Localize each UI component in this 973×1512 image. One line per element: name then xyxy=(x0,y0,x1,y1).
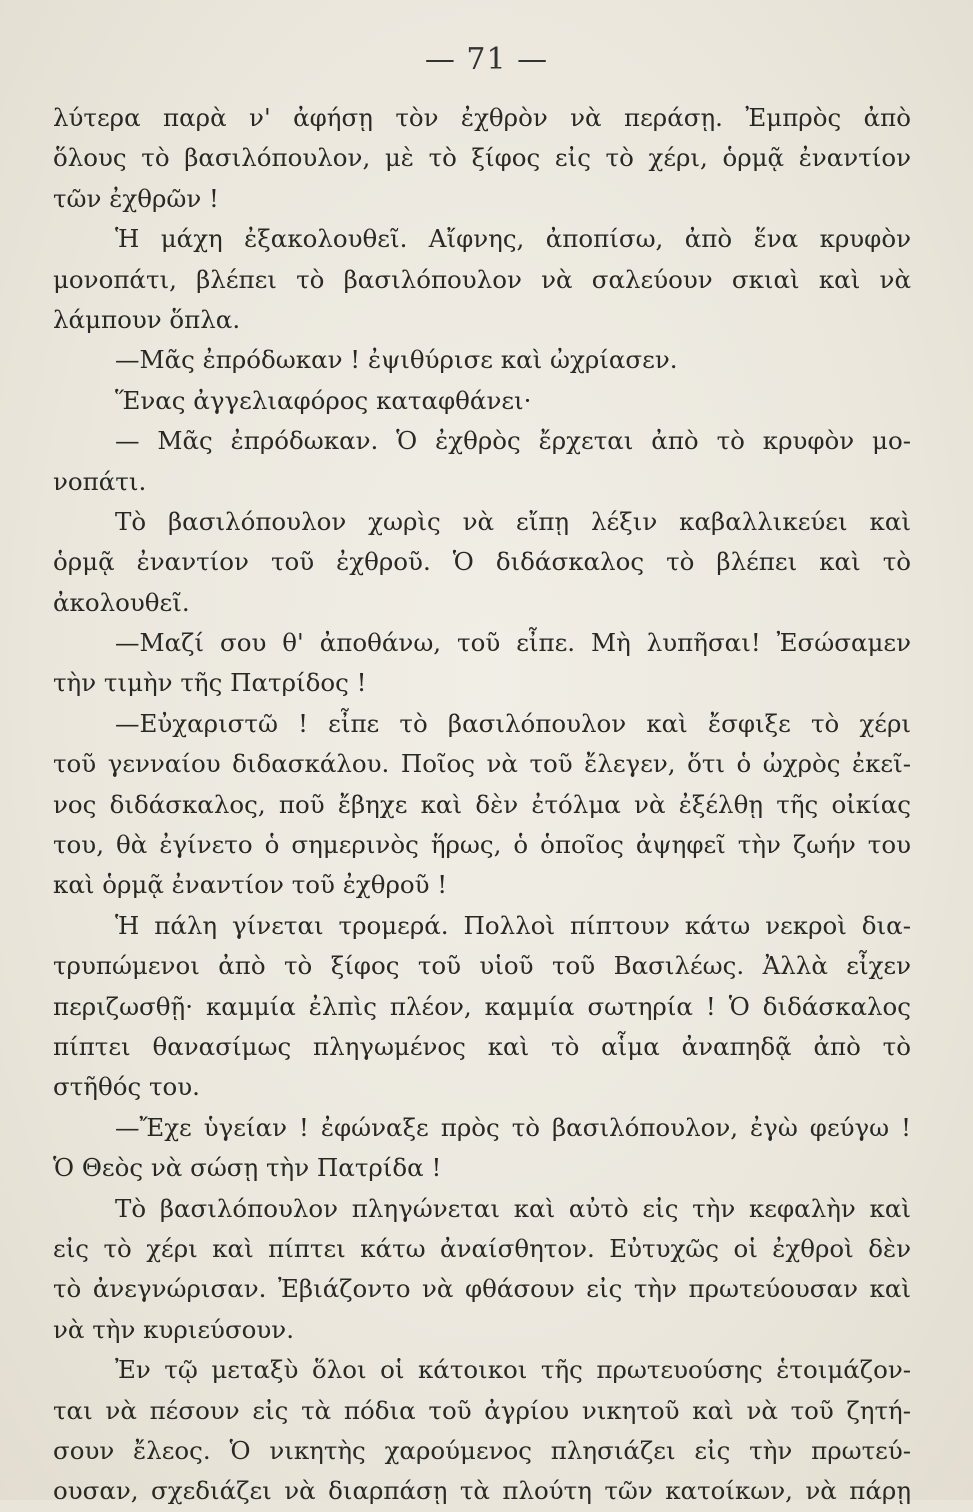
text-line: Ἕνας ἀγγελιαφόρος καταφθάνει· xyxy=(115,385,532,415)
text-line: πίπτει θανασίμως πληγωμένος καὶ τὸ αἷμα ἀναπηδᾷ ἀπὸ τὸ xyxy=(53,1031,911,1061)
text-line: νος διδάσκαλος, ποῦ ἔβηχε καὶ δὲν ἐτόλμα νὰ ἐξέλθῃ τῆς οἰκίας xyxy=(53,789,911,819)
text-line: στῆθός του. xyxy=(53,1072,200,1102)
text-line: ουσαν, σχεδιάζει νὰ διαρπάσῃ τὰ πλούτη τῶν κατοίκων, νὰ πάρῃ xyxy=(53,1476,911,1506)
text-line: καὶ ὁρμᾷ ἐναντίον τοῦ ἐχθροῦ ! xyxy=(53,870,448,900)
text-line: τοῦ γενναίου διδασκάλου. Ποῖος νὰ τοῦ ἔλεγεν, ὅτι ὁ ὠχρὸς ἐκεῖ- xyxy=(53,749,911,779)
text-line: —Εὐχαριστῶ ! εἶπε τὸ βασιλόπουλον καὶ ἔσφιξε τὸ χέρι xyxy=(115,708,911,738)
text-line: Τὸ βασιλόπουλον χωρὶς νὰ εἴπῃ λέξιν καβαλλικεύει καὶ xyxy=(115,506,911,536)
text-line: περιζωσθῇ· καμμία ἐλπὶς πλέον, καμμία σωτηρία ! Ὁ διδάσκαλος xyxy=(53,991,911,1021)
text-line: ται νὰ πέσουν εἰς τὰ πόδια τοῦ ἀγρίου νικητοῦ καὶ νὰ τοῦ ζητή- xyxy=(53,1395,911,1425)
text-line: —Μαζί σου θ' ἀποθάνω, τοῦ εἶπε. Μὴ λυπῆσαι! Ἐσώσαμεν xyxy=(115,628,911,658)
text-line: —Μᾶς ἐπρόδωκαν ! ἐψιθύρισε καὶ ὠχρίασεν. xyxy=(115,345,678,375)
text-line: τὸ ἀνεγνώρισαν. Ἐβιάζοντο νὰ φθάσουν εἰς τὴν πρωτεύουσαν καὶ xyxy=(53,1274,911,1304)
text-line: ὁρμᾷ ἐναντίον τοῦ ἐχθροῦ. Ὁ διδάσκαλος τὸ βλέπει καὶ τὸ xyxy=(53,547,911,577)
text-line: εἰς τὸ χέρι καὶ πίπτει κάτω ἀναίσθητον. Εὐτυχῶς οἱ ἐχθροὶ δὲν xyxy=(53,1233,911,1263)
text-line: νὰ τὴν κυριεύσουν. xyxy=(53,1314,294,1344)
text-line: ὅλους τὸ βασιλόπουλον, μὲ τὸ ξίφος εἰς τὸ χέρι, ὁρμᾷ ἐναντίον xyxy=(53,143,911,173)
text-line: τῶν ἐχθρῶν ! xyxy=(53,183,219,213)
page-body-text xyxy=(53,98,911,1512)
text-line: σουν ἔλεος. Ὁ νικητὴς χαρούμενος πλησιάζει εἰς τὴν πρωτεύ- xyxy=(53,1435,911,1465)
text-line: του, θὰ ἐγίνετο ὁ σημερινὸς ἥρως, ὁ ὁποῖος ἀψηφεῖ τὴν ζωήν του xyxy=(53,830,911,860)
text-line: λύτερα παρὰ ν' ἀφήσῃ τὸν ἐχθρὸν νὰ περάσῃ. Ἐμπρὸς ἀπὸ xyxy=(53,103,911,132)
text-line: — Μᾶς ἐπρόδωκαν. Ὁ ἐχθρὸς ἔρχεται ἀπὸ τὸ κρυφὸν μο- xyxy=(115,426,911,456)
text-line: Τὸ βασιλόπουλον πληγώνεται καὶ αὐτὸ εἰς τὴν κεφαλὴν καὶ xyxy=(115,1193,911,1223)
text-line: λάμπουν ὅπλα. xyxy=(53,304,241,334)
text-line: Ἡ μάχη ἐξακολουθεῖ. Αἴφνης, ἀποπίσω, ἀπὸ ἕνα κρυφὸν xyxy=(115,224,911,254)
text-line: τρυπώμενοι ἀπὸ τὸ ξίφος τοῦ υἱοῦ τοῦ Βασιλέως. Ἀλλὰ εἶχεν xyxy=(53,951,911,981)
text-line: ἀκολουθεῖ. xyxy=(53,587,190,617)
text-line: —Ἔχε ὑγείαν ! ἐφώναξε πρὸς τὸ βασιλόπουλον, ἐγὼ φεύγω ! xyxy=(115,1112,911,1142)
page-number: — 71 — xyxy=(424,42,549,77)
text-line: Ὁ Θεὸς νὰ σώσῃ τὴν Πατρίδα ! xyxy=(53,1153,442,1183)
text-line: νοπάτι. xyxy=(53,466,147,496)
text-line: Ἡ πάλη γίνεται τρομερά. Πολλοὶ πίπτουν κάτω νεκροὶ δια- xyxy=(115,910,911,940)
text-line: μονοπάτι, βλέπει τὸ βασιλόπουλον νὰ σαλεύουν σκιαὶ καὶ νὰ xyxy=(53,264,911,294)
text-line: Ἐν τῷ μεταξὺ ὅλοι οἱ κάτοικοι τῆς πρωτευούσης ἑτοιμάζον- xyxy=(115,1355,911,1385)
text-line: τὴν τιμὴν τῆς Πατρίδος ! xyxy=(53,668,367,698)
